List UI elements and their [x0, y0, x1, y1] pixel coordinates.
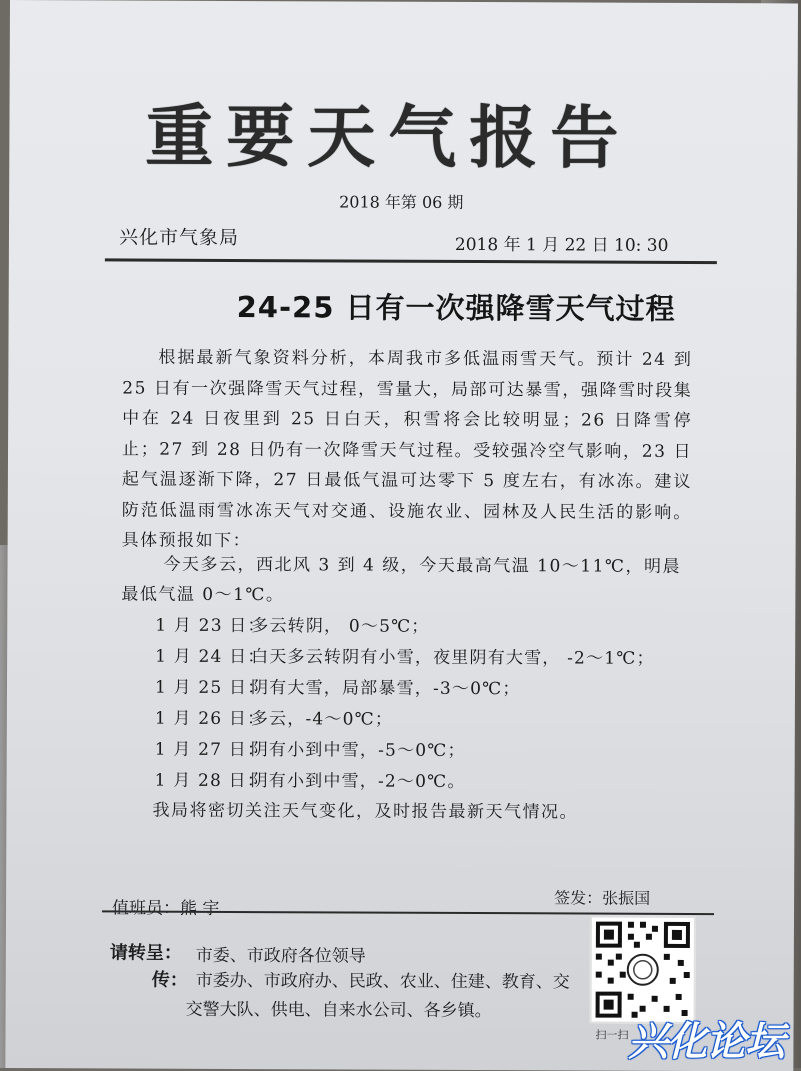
document-page: [5, 0, 798, 1071]
duty-officer: 值班员：熊 宇: [111, 898, 220, 919]
report-headline: 24-25 日有一次强降雪天气过程: [236, 289, 676, 326]
forward-recipients: 市委、市政府各位领导: [195, 945, 366, 967]
today-forecast: 今天多云，西北风 3 到 4 级，今天最高气温 10～11℃，明晨最低气温 0～1℃。: [121, 554, 682, 606]
qr-caption: 扫一扫: [595, 1028, 629, 1042]
forecast-date: 1 月 26 日：: [154, 708, 266, 730]
forecast-row: [155, 766, 466, 792]
header-divider: [105, 258, 717, 264]
cc-label: 传：: [151, 969, 188, 991]
signer: 签发：张振国: [554, 888, 651, 908]
qr-code-icon: [592, 918, 694, 1022]
issue-datetime: 2018 年 1 月 22 日 10: 30: [454, 234, 669, 256]
forecast-date: 1 月 28 日：: [154, 770, 266, 792]
forecast-row: [155, 642, 655, 669]
forecast-row: [155, 704, 393, 730]
forecast-date: 1 月 23 日：: [155, 615, 266, 637]
forecast-date: 1 月 25 日：: [154, 677, 266, 699]
issuing-bureau: 兴化市气象局: [118, 226, 240, 250]
forward-label: 请转呈：: [109, 942, 182, 964]
forecast-text: 阴有小到中雪，-5～0℃；: [250, 740, 466, 761]
cc-recipients-continued: 交警大队、供电、自来水公司、各乡镇。: [185, 999, 492, 1022]
forecast-date: 1 月 27 日：: [154, 739, 266, 761]
forecast-text: 白天多云转阴有小雪，夜里阴有大雪， -2～1℃；: [251, 647, 655, 669]
closing-statement: 我局将密切关注天气变化，及时报告最新天气情况。: [152, 800, 579, 823]
report-paragraph: 根据最新气象资料分析，本周我市多低温雨雪天气。预计 24 到 25 日有一次强降雪天气过程，雪量大，局部可达暴雪，强降雪时段集中在 24 日夜里到 25 日白天，积雪将会比较明显；26 日降雪停止；27 到 28 日仍有一次降雪天气过程。受较强冷空气影响，23 日起气温逐渐下降，27 日最低气温可达零下 5 度左右，有冰冻。建议防范低温雨雪冰冻天气对交通、设施农业、园林及人民生活的影响。具体预报如下：: [121, 347, 693, 552]
qr-code: [590, 916, 696, 1024]
forecast-row: [155, 673, 521, 700]
forecast-text: 多云，-4～0℃；: [250, 709, 394, 730]
forum-watermark: 兴化论坛: [628, 1019, 784, 1065]
forecast-date: 1 月 24 日：: [155, 646, 266, 668]
masthead-title: 重要天气报告: [145, 96, 632, 179]
cc-recipients: 市委办、市政府办、民政、农业、住建、教育、交: [195, 970, 570, 993]
forecast-text: 阴有大雪，局部暴雪，-3～0℃；: [250, 678, 521, 700]
issue-number: 2018 年第 06 期: [339, 192, 464, 212]
forecast-row: [155, 735, 466, 761]
forecast-row: [155, 611, 429, 637]
forecast-text: 多云转阴， 0～5℃；: [251, 616, 430, 637]
forecast-text: 阴有小到中雪，-2～0℃。: [250, 771, 466, 792]
